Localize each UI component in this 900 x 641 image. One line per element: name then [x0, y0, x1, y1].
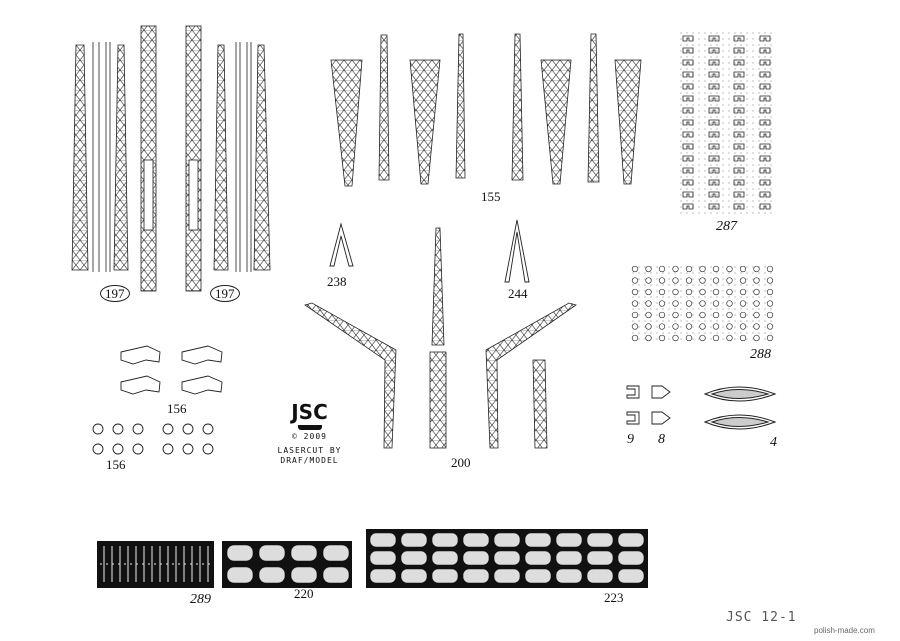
- washer: [740, 301, 746, 307]
- washer: [713, 324, 719, 330]
- washer: [673, 301, 679, 307]
- washer: [673, 312, 679, 318]
- label-288: 288: [750, 347, 771, 362]
- washer: [686, 278, 692, 284]
- washer: [632, 301, 638, 307]
- washer: [767, 312, 773, 318]
- washer: [754, 312, 760, 318]
- washer: [700, 312, 706, 318]
- washer: [686, 312, 692, 318]
- washer: [673, 266, 679, 272]
- washer: [740, 324, 746, 330]
- washer: [659, 324, 665, 330]
- washer: [713, 266, 719, 272]
- brand-logo-bar: [298, 425, 322, 430]
- washer: [686, 266, 692, 272]
- washer: [727, 312, 733, 318]
- washer: [713, 289, 719, 295]
- washer: [673, 324, 679, 330]
- washer: [727, 266, 733, 272]
- washer: [700, 324, 706, 330]
- washer: [754, 301, 760, 307]
- washer: [659, 278, 665, 284]
- washer: [632, 335, 638, 341]
- washer: [700, 301, 706, 307]
- washer: [646, 278, 652, 284]
- label-220: 220: [294, 586, 314, 601]
- washer: [767, 266, 773, 272]
- label-200: 200: [451, 455, 471, 470]
- label-197-right: 197: [210, 285, 240, 302]
- washer: [740, 266, 746, 272]
- washer: [754, 278, 760, 284]
- washer: [713, 335, 719, 341]
- washer: [754, 324, 760, 330]
- washer: [632, 324, 638, 330]
- washer: [740, 312, 746, 318]
- washer: [673, 278, 679, 284]
- washer: [767, 289, 773, 295]
- label-155: 155: [481, 189, 501, 204]
- washer: [740, 278, 746, 284]
- label-223: 223: [604, 590, 624, 605]
- label-156-top: 156: [167, 401, 187, 416]
- washer: [659, 289, 665, 295]
- washer: [727, 301, 733, 307]
- washer: [740, 289, 746, 295]
- sheet-code: JSC 12-1: [726, 610, 797, 625]
- washer: [754, 335, 760, 341]
- washer: [754, 289, 760, 295]
- brand-line2: DRAF/MODEL: [280, 456, 339, 465]
- washer: [700, 266, 706, 272]
- brand-copyright: © 2009: [292, 432, 327, 441]
- washer: [632, 312, 638, 318]
- washer: [767, 301, 773, 307]
- washer: [646, 266, 652, 272]
- label-244: 244: [508, 286, 528, 301]
- washer: [727, 278, 733, 284]
- washer: [700, 335, 706, 341]
- washer: [686, 289, 692, 295]
- label-238: 238: [327, 274, 347, 289]
- washer: [686, 335, 692, 341]
- washer: [740, 335, 746, 341]
- washer: [646, 301, 652, 307]
- label-287: 287: [716, 219, 737, 234]
- washer: [659, 312, 665, 318]
- washer: [686, 301, 692, 307]
- washer: [767, 324, 773, 330]
- label-9: 9: [627, 432, 634, 447]
- brand-line1: LASERCUT BY: [277, 446, 342, 455]
- washer: [754, 266, 760, 272]
- label-156-bottom: 156: [106, 457, 126, 472]
- washer: [659, 335, 665, 341]
- washer: [673, 335, 679, 341]
- washer: [632, 289, 638, 295]
- washer: [700, 289, 706, 295]
- washer: [767, 278, 773, 284]
- washer: [700, 278, 706, 284]
- label-8: 8: [658, 432, 665, 447]
- washer: [646, 289, 652, 295]
- washer: [727, 289, 733, 295]
- washer: [713, 278, 719, 284]
- label-197-left: 197: [100, 285, 130, 302]
- washer: [632, 266, 638, 272]
- washer: [632, 278, 638, 284]
- washer: [659, 266, 665, 272]
- washer: [713, 301, 719, 307]
- washer: [646, 324, 652, 330]
- brand-logo: JSC: [291, 400, 328, 424]
- brand-block: [272, 400, 347, 466]
- washer: [713, 312, 719, 318]
- washer: [727, 335, 733, 341]
- washer: [673, 289, 679, 295]
- label-4: 4: [770, 435, 777, 450]
- washer: [659, 301, 665, 307]
- watermark: polish-made.com: [814, 626, 875, 635]
- washer: [646, 335, 652, 341]
- washer: [727, 324, 733, 330]
- label-289: 289: [190, 592, 211, 607]
- washer: [646, 312, 652, 318]
- washer: [686, 324, 692, 330]
- washer: [767, 335, 773, 341]
